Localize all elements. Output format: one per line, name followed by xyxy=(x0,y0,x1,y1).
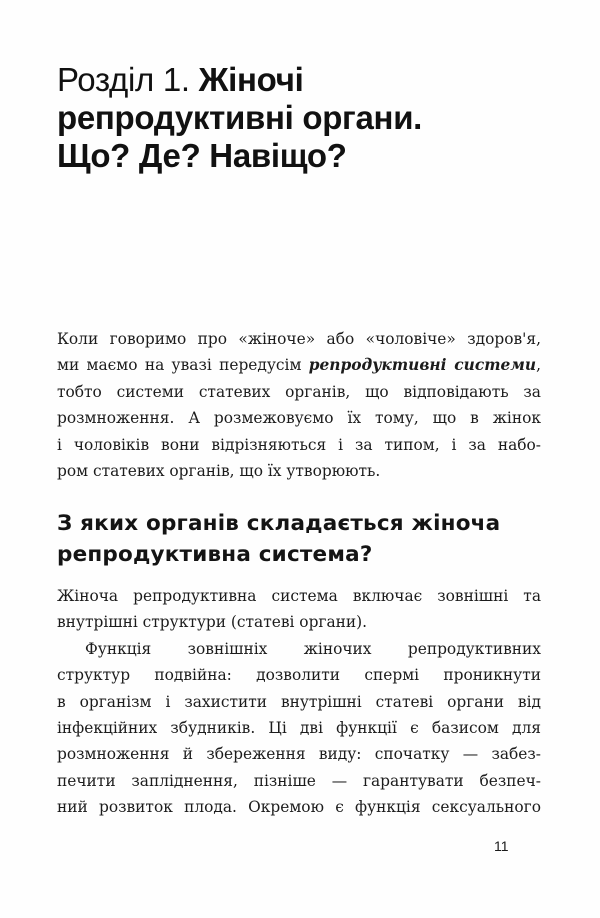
text-line: Коли говоримо про «жіноче» або «чоловіче» здоров'я, xyxy=(57,330,541,348)
text-line: розмноження. А розмежовуємо їх тому, що в жінок xyxy=(57,409,541,428)
text-line: інфекційних збудників. Ці дві функції є базисом для xyxy=(57,719,541,738)
text-line: ний розвиток плода. Окремою є функція сексуального xyxy=(57,798,541,817)
chapter-title-line1: Жіночі xyxy=(198,61,304,98)
chapter-title-line3: Що? Де? Навіщо? xyxy=(57,137,347,174)
text-line: внутрішні структури (статеві органи). xyxy=(57,613,368,632)
text-line: печити запліднення, пізніше — гарантувати безпеч- xyxy=(57,771,541,790)
text-line: в організм і захистити внутрішні статеві органи від xyxy=(57,692,541,711)
section-heading xyxy=(57,508,547,570)
text-line: розмноження й збереження виду: спочатку — забез- xyxy=(57,745,541,764)
text-line: Функція зовнішніх жіночих репродуктивних xyxy=(85,639,541,658)
emphasis-term: репродуктивні системи xyxy=(308,356,537,375)
chapter-title xyxy=(57,61,547,175)
text-line: структур подвійна: дозволити спермі проникнути xyxy=(57,666,541,685)
text-line: ми маємо на увазі передусім репродуктивні системи, xyxy=(57,356,541,375)
text-line: Жіноча репродуктивна система включає зовнішні та xyxy=(57,587,541,605)
chapter-title-line2: репродуктивні органи. xyxy=(57,99,423,136)
intro-paragraph xyxy=(57,326,541,484)
text-line: і чоловіків вони відрізняються і за типом, і за набо- xyxy=(57,435,541,454)
section-heading-line2: репродуктивна система? xyxy=(57,542,373,567)
text-line: ром статевих органів, що їх утворюють. xyxy=(57,462,381,481)
chapter-number: Розділ 1. xyxy=(57,61,190,98)
section-paragraph xyxy=(57,583,541,821)
text-line: тобто системи статевих органів, що відповідають за xyxy=(57,382,541,401)
page-number: 11 xyxy=(494,838,509,854)
section-heading-line1: З яких органів складається жіноча xyxy=(57,511,501,536)
